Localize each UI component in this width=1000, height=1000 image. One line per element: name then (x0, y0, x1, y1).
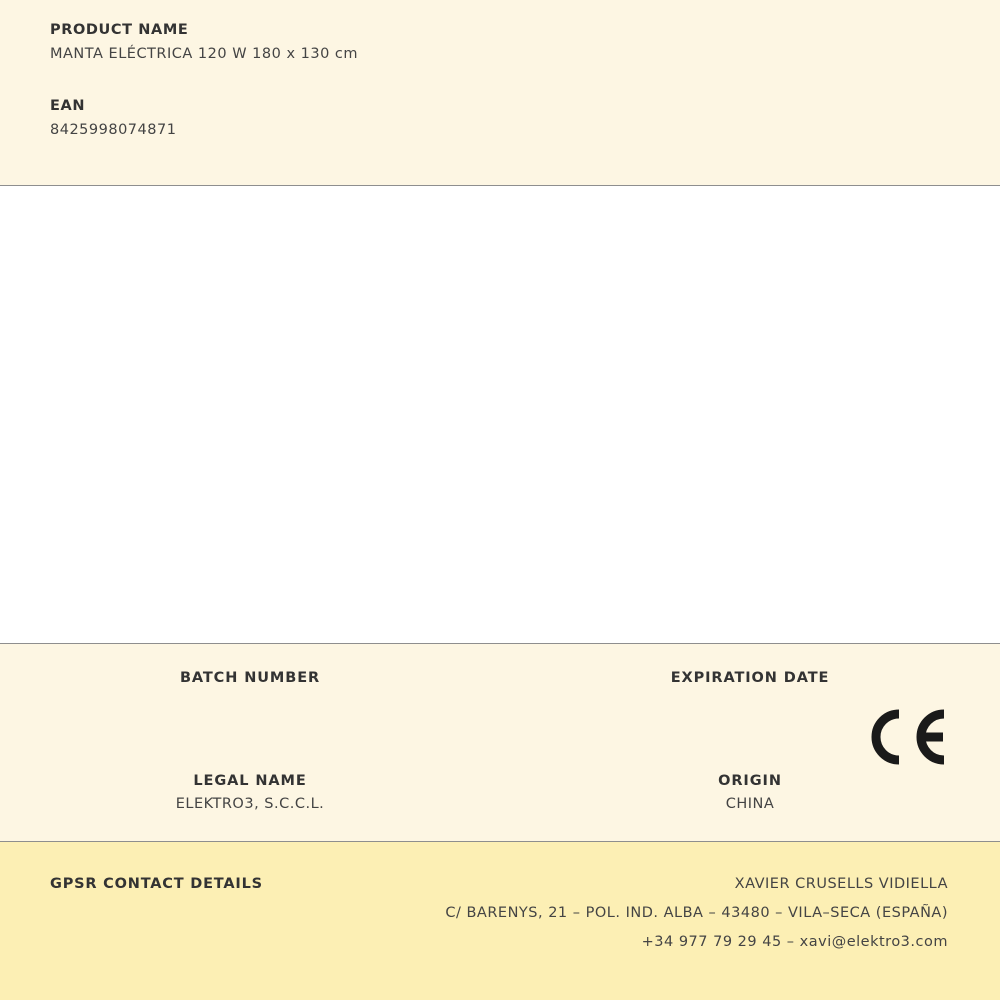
details-row-batch-expiration (0, 670, 1000, 711)
batch-number-value (0, 693, 500, 711)
ean-value: 8425998074871 (50, 122, 177, 138)
legal-name-label: LEGAL NAME (193, 773, 307, 789)
legal-name-value: ELEKTRO3, S.C.C.L. (175, 796, 325, 812)
product-image-area (0, 186, 1000, 644)
gpsr-contact-name: XAVIER CRUSELLS VIDIELLA (734, 876, 948, 892)
legal-name-field (0, 773, 500, 814)
ean-field (50, 98, 950, 138)
batch-number-label: BATCH NUMBER (179, 670, 321, 686)
gpsr-contact-phone-email: +34 977 79 29 45 – xavi@elektro3.com (641, 934, 948, 950)
origin-field (500, 773, 1000, 814)
product-details-section (0, 644, 1000, 842)
expiration-date-label: EXPIRATION DATE (670, 670, 830, 686)
gpsr-contact-address: C/ BARENYS, 21 – POL. IND. ALBA – 43480 – VILA–SECA (ESPAÑA) (445, 905, 948, 921)
product-header-section (0, 0, 1000, 186)
details-row-legal-origin (0, 773, 1000, 814)
gpsr-contact-label: GPSR CONTACT DETAILS (50, 876, 263, 892)
batch-number-field (0, 670, 500, 711)
expiration-date-field (500, 670, 1000, 711)
ean-label: EAN (50, 98, 86, 114)
origin-label: ORIGIN (718, 773, 782, 789)
gpsr-footer-section (0, 842, 1000, 1000)
origin-value: CHINA (725, 796, 775, 812)
product-name-value: MANTA ELÉCTRICA 120 W 180 x 130 cm (50, 46, 359, 62)
product-name-label: PRODUCT NAME (50, 22, 189, 38)
ce-mark-icon (862, 706, 948, 768)
product-name-field (50, 22, 950, 62)
gpsr-contact-details (445, 876, 948, 950)
